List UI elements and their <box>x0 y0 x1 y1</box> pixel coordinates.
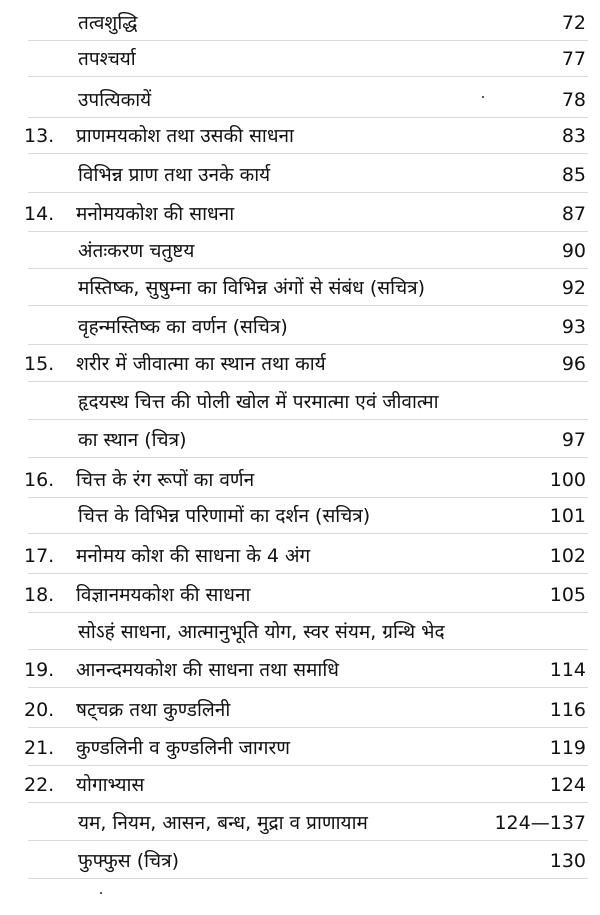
row-divider <box>28 305 588 306</box>
row-divider <box>28 497 588 498</box>
chapter-number: 17. <box>24 545 55 567</box>
page-number: 97 <box>561 429 586 451</box>
chapter-number: 13. <box>24 125 55 147</box>
toc-entry <box>0 199 600 229</box>
chapter-number: 20. <box>24 699 55 721</box>
toc-entry <box>0 85 600 115</box>
toc-entry <box>0 655 600 685</box>
chapter-number: 21. <box>24 737 55 759</box>
toc-entry <box>0 617 600 647</box>
page-number: 130 <box>549 850 586 872</box>
section-title: फुफ्फुस (चित्र) <box>78 850 179 872</box>
toc-entry <box>0 808 600 838</box>
toc-entry <box>0 121 600 151</box>
row-divider <box>28 419 588 420</box>
page-number: 77 <box>561 48 586 70</box>
section-title: अंतःकरण चतुष्टय <box>78 240 195 262</box>
row-divider <box>28 612 588 613</box>
page-number: 90 <box>561 240 586 262</box>
chapter-number: 19. <box>24 659 55 681</box>
page-number: 83 <box>561 125 586 147</box>
chapter-number: 15. <box>24 353 55 375</box>
toc-entry <box>0 501 600 531</box>
toc-entry <box>0 541 600 571</box>
row-divider <box>28 802 588 803</box>
row-divider <box>28 117 588 118</box>
page-number: 119 <box>549 737 586 759</box>
page-number: 78 <box>561 89 586 111</box>
page-number: 116 <box>549 699 586 721</box>
toc-entry <box>0 349 600 379</box>
section-title: उपत्यिकायें <box>78 89 152 111</box>
section-title: वृहन्मस्तिष्क का वर्णन (सचित्र) <box>78 316 288 338</box>
toc-entry <box>0 580 600 610</box>
toc-entry <box>0 770 600 800</box>
row-divider <box>28 192 588 193</box>
page-number: 124 <box>549 774 586 796</box>
row-divider <box>28 40 588 41</box>
row-divider <box>28 573 588 574</box>
row-divider <box>28 153 588 154</box>
row-divider <box>28 457 588 458</box>
toc-entry <box>0 733 600 763</box>
section-title: तत्वशुद्धि <box>78 12 138 34</box>
page-number: 114 <box>549 659 586 681</box>
row-divider <box>28 878 588 879</box>
chapter-title: मनोमयकोश की साधना <box>76 203 235 225</box>
toc-entry <box>0 160 600 190</box>
section-title: तपश्चर्या <box>78 48 136 70</box>
page-number: 93 <box>561 316 586 338</box>
chapter-title: प्राणमयकोश तथा उसकी साधना <box>76 125 294 147</box>
chapter-title: कुण्डलिनी व कुण्डलिनी जागरण <box>76 737 291 759</box>
toc-entry <box>0 44 600 74</box>
row-divider <box>28 381 588 382</box>
chapter-title: योगाभ्यास <box>76 774 145 796</box>
toc-entry <box>0 425 600 455</box>
toc-entry <box>0 236 600 266</box>
chapter-number: 14. <box>24 203 55 225</box>
row-divider <box>28 268 588 269</box>
row-divider <box>28 344 588 345</box>
page-number: 105 <box>549 584 586 606</box>
row-divider <box>28 649 588 650</box>
row-divider <box>28 727 588 728</box>
page-number: 85 <box>561 164 586 186</box>
toc-entry <box>0 273 600 303</box>
chapter-number: 22. <box>24 774 55 796</box>
scan-speck <box>482 96 484 98</box>
row-divider <box>28 765 588 766</box>
page-number: 87 <box>561 203 586 225</box>
row-divider <box>28 840 588 841</box>
toc-entry <box>0 8 600 38</box>
page-number: 124—137 <box>494 812 586 834</box>
chapter-title: मनोमय कोश की साधना के 4 अंग <box>76 545 311 567</box>
chapter-title: विज्ञानमयकोश की साधना <box>76 584 251 606</box>
page-number: 72 <box>561 12 586 34</box>
chapter-title: षट्चक्र तथा कुण्डलिनी <box>76 699 231 721</box>
toc-entry <box>0 387 600 417</box>
section-title: विभिन्न प्राण तथा उनके कार्य <box>78 164 271 186</box>
page-number: 102 <box>549 545 586 567</box>
chapter-number: 16. <box>24 469 55 491</box>
row-divider <box>28 533 588 534</box>
scan-speck <box>100 892 102 894</box>
chapter-title: आनन्दमयकोश की साधना तथा समाधि <box>76 659 339 681</box>
chapter-title: शरीर में जीवात्मा का स्थान तथा कार्य <box>76 353 326 375</box>
row-divider <box>28 76 588 77</box>
toc-entry <box>0 846 600 876</box>
page-number: 96 <box>561 353 586 375</box>
section-title: का स्थान (चित्र) <box>78 429 187 451</box>
row-divider <box>28 687 588 688</box>
row-divider <box>28 231 588 232</box>
toc-entry <box>0 695 600 725</box>
section-title: यम, नियम, आसन, बन्ध, मुद्रा व प्राणायाम <box>78 812 368 834</box>
section-title: सोऽहं साधना, आत्मानुभूति योग, स्वर संयम, ग्रन्थि भेद <box>78 621 445 643</box>
chapter-title: चित्त के रंग रूपों का वर्णन <box>76 469 255 491</box>
section-title: चित्त के विभिन्न परिणामों का दर्शन (सचित्र) <box>78 505 371 527</box>
page-number: 100 <box>549 469 586 491</box>
toc-entry <box>0 312 600 342</box>
toc-entry <box>0 465 600 495</box>
page-number: 92 <box>561 277 586 299</box>
page-number: 101 <box>549 505 586 527</box>
section-title: हृदयस्थ चित्त की पोली खोल में परमात्मा एवं जीवात्मा <box>78 391 439 413</box>
section-title: मस्तिष्क, सुषुम्ना का विभिन्न अंगों से संबंध (सचित्र) <box>78 277 426 299</box>
chapter-number: 18. <box>24 584 55 606</box>
